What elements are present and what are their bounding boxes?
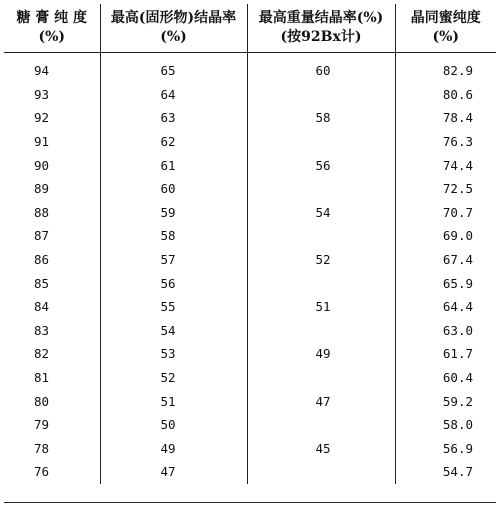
table-row: [4, 460, 496, 484]
header-massecuite-purity: [4, 4, 100, 53]
cell-massecuite-purity: 94: [34, 63, 50, 79]
table-row: [4, 319, 496, 343]
cell-mother-liquor-purity: 59.2: [395, 389, 496, 413]
cell-max-solid-crystallization: 57: [100, 248, 247, 272]
table-header: [4, 4, 496, 53]
cell-massecuite-purity: 92: [34, 110, 50, 126]
table-row: [4, 106, 496, 130]
cell-max-weight-crystallization: 45: [247, 437, 395, 461]
cell-mother-liquor-purity: 63.0: [395, 319, 496, 343]
table-row: [4, 224, 496, 248]
cell-max-solid-crystallization: 62: [100, 130, 247, 154]
cell-massecuite-purity: 87: [34, 228, 50, 244]
table-body: [4, 53, 496, 484]
cell-mother-liquor-purity: 74.4: [395, 153, 496, 177]
cell-max-weight-crystallization: [247, 83, 395, 107]
header-mother-liquor-purity-line1: 晶同蜜纯度: [410, 10, 481, 26]
table-row: [4, 248, 496, 272]
cell-max-weight-crystallization: 52: [247, 248, 395, 272]
cell-max-solid-crystallization: 60: [100, 177, 247, 201]
header-massecuite-purity-line1: 糖 膏 纯 度: [16, 10, 88, 26]
cell-mother-liquor-purity: 58.0: [395, 413, 496, 437]
cell-mother-liquor-purity: 70.7: [395, 201, 496, 225]
cell-max-solid-crystallization: 51: [100, 389, 247, 413]
header-max-solid-crystallization-line1: 最高(固形物)结晶率: [110, 10, 237, 26]
header-max-weight-crystallization-line2: (按92Bx计): [280, 29, 362, 45]
cell-max-solid-crystallization: 47: [100, 460, 247, 484]
table-row: [4, 53, 496, 83]
cell-max-solid-crystallization: 56: [100, 271, 247, 295]
header-max-weight-crystallization-line1: 最高重量结晶率(%): [258, 10, 384, 26]
table-row: [4, 130, 496, 154]
cell-mother-liquor-purity: 64.4: [395, 295, 496, 319]
cell-max-solid-crystallization: 59: [100, 201, 247, 225]
cell-massecuite-purity: 89: [34, 181, 50, 197]
cell-max-weight-crystallization: 51: [247, 295, 395, 319]
cell-max-weight-crystallization: [247, 224, 395, 248]
cell-max-solid-crystallization: 55: [100, 295, 247, 319]
cell-massecuite-purity: 90: [34, 157, 50, 173]
cell-max-solid-crystallization: 61: [100, 153, 247, 177]
cell-max-weight-crystallization: [247, 366, 395, 390]
cell-mother-liquor-purity: 61.7: [395, 342, 496, 366]
cell-max-weight-crystallization: 54: [247, 201, 395, 225]
cell-massecuite-purity: 84: [34, 299, 50, 315]
cell-mother-liquor-purity: 72.5: [395, 177, 496, 201]
cell-max-weight-crystallization: 60: [247, 53, 395, 83]
cell-max-weight-crystallization: [247, 413, 395, 437]
cell-mother-liquor-purity: 67.4: [395, 248, 496, 272]
cell-max-solid-crystallization: 64: [100, 83, 247, 107]
cell-massecuite-purity: 81: [34, 370, 50, 386]
header-mother-liquor-purity-line2: (%): [432, 29, 460, 45]
header-max-weight-crystallization: [247, 4, 395, 53]
table-row: [4, 295, 496, 319]
cell-max-solid-crystallization: 50: [100, 413, 247, 437]
header-row: [4, 4, 496, 53]
table-row: [4, 342, 496, 366]
table-row: [4, 389, 496, 413]
table-row: [4, 366, 496, 390]
cell-max-solid-crystallization: 54: [100, 319, 247, 343]
header-massecuite-purity-line2: (%): [38, 29, 66, 45]
cell-massecuite-purity: 82: [34, 346, 50, 362]
cell-mother-liquor-purity: 80.6: [395, 83, 496, 107]
cell-max-weight-crystallization: [247, 319, 395, 343]
table-row: [4, 437, 496, 461]
cell-mother-liquor-purity: 82.9: [395, 53, 496, 83]
cell-max-weight-crystallization: 56: [247, 153, 395, 177]
cell-mother-liquor-purity: 60.4: [395, 366, 496, 390]
cell-mother-liquor-purity: 69.0: [395, 224, 496, 248]
cell-mother-liquor-purity: 54.7: [395, 460, 496, 484]
header-max-solid-crystallization: [100, 4, 247, 53]
cell-mother-liquor-purity: 78.4: [395, 106, 496, 130]
cell-max-weight-crystallization: 47: [247, 389, 395, 413]
cell-massecuite-purity: 80: [34, 393, 50, 409]
cell-massecuite-purity: 91: [34, 134, 50, 150]
header-max-solid-crystallization-line2: (%): [160, 29, 187, 45]
cell-massecuite-purity: 88: [34, 204, 50, 220]
cell-mother-liquor-purity: 76.3: [395, 130, 496, 154]
header-mother-liquor-purity: [395, 4, 496, 53]
cell-massecuite-purity: 76: [34, 464, 50, 480]
cell-massecuite-purity: 86: [34, 252, 50, 268]
cell-massecuite-purity: 79: [34, 417, 50, 433]
cell-max-solid-crystallization: 49: [100, 437, 247, 461]
cell-massecuite-purity: 93: [34, 86, 50, 102]
cell-max-weight-crystallization: 49: [247, 342, 395, 366]
cell-massecuite-purity: 83: [34, 322, 50, 338]
cell-max-weight-crystallization: [247, 271, 395, 295]
cell-mother-liquor-purity: 65.9: [395, 271, 496, 295]
cell-max-weight-crystallization: 58: [247, 106, 395, 130]
cell-massecuite-purity: 85: [34, 275, 50, 291]
cell-max-solid-crystallization: 53: [100, 342, 247, 366]
cell-mother-liquor-purity: 56.9: [395, 437, 496, 461]
cell-max-solid-crystallization: 63: [100, 106, 247, 130]
table-row: [4, 413, 496, 437]
cell-massecuite-purity: 78: [34, 440, 50, 456]
cell-max-solid-crystallization: 52: [100, 366, 247, 390]
cell-max-solid-crystallization: 58: [100, 224, 247, 248]
crystallization-table: [4, 4, 496, 484]
table-row: [4, 83, 496, 107]
cell-max-weight-crystallization: [247, 460, 395, 484]
table-row: [4, 153, 496, 177]
cell-max-weight-crystallization: [247, 177, 395, 201]
table-row: [4, 177, 496, 201]
cell-max-solid-crystallization: 65: [100, 53, 247, 83]
cell-max-weight-crystallization: [247, 130, 395, 154]
table-row: [4, 271, 496, 295]
bottom-rule: [4, 502, 496, 503]
table-row: [4, 201, 496, 225]
